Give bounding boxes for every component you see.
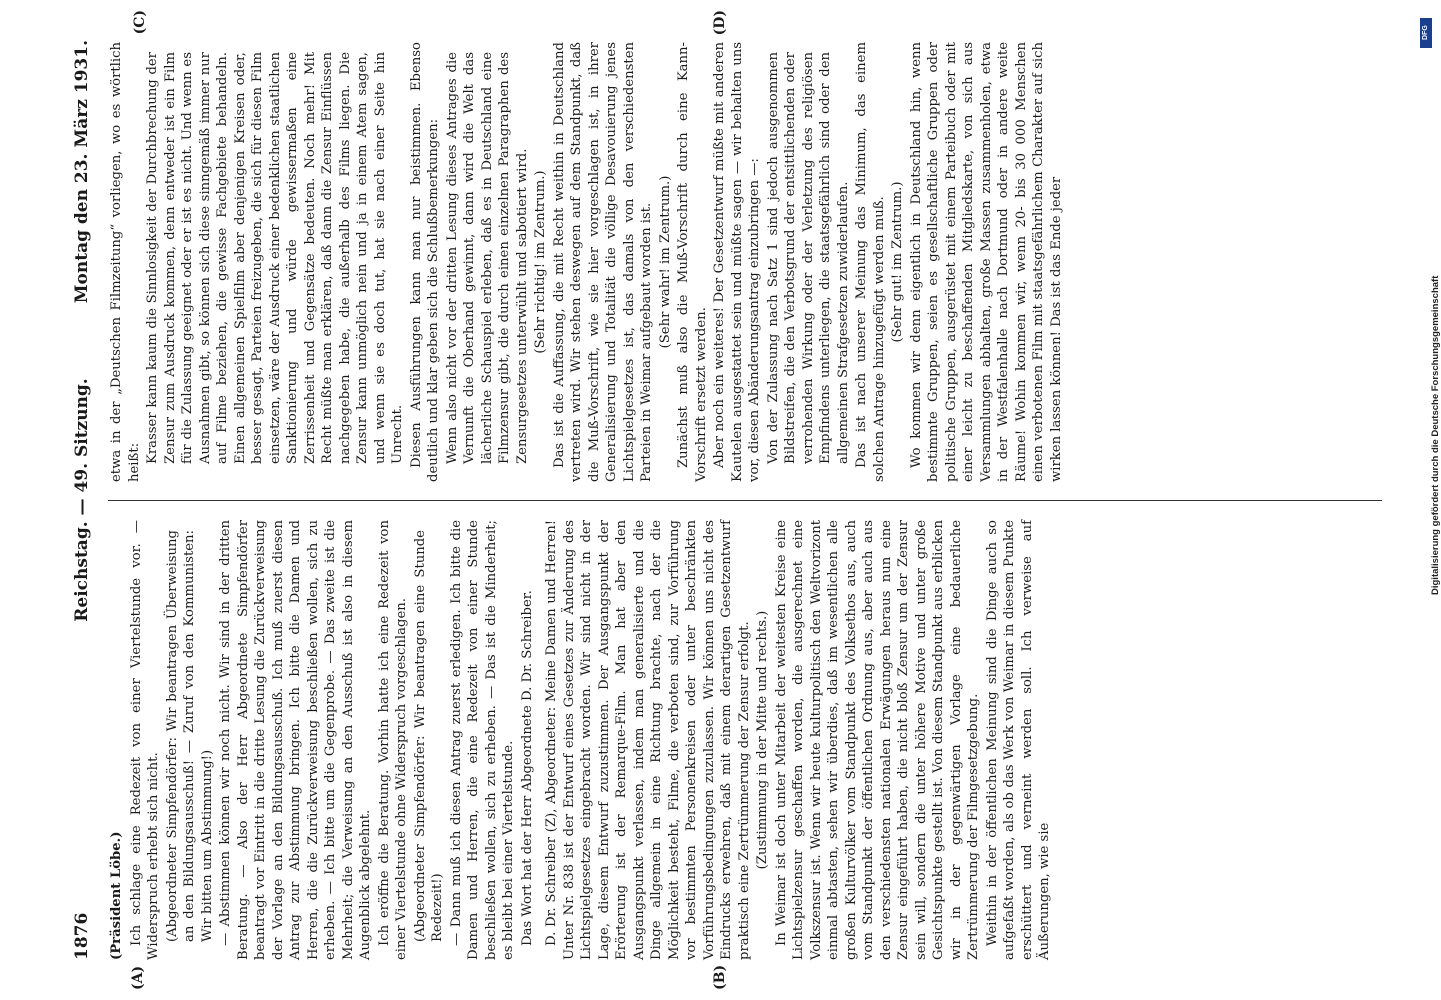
speech-paragraph: In Weimar ist doch unter Mitarbeit der weitesten Kreise eine Lichtspielzensur geschaffen worden, die ausgerechnet eine Volkszensur ist. Wenn wir heute kulturpolitisch den Weltvorizont einmal abtasten, sehen wir überdies, daß im wesentlichen alle großen Kulturvölker vom Standpunkt des Volksethos aus, auch vom Standpunkt der öffentlichen Ordnung aus, aber auch aus den verschiedensten nationalen Erwägungen heraus nun eine Zensur eingeführt haben, die nicht bloß Zensur um der Zensur sein will, sondern die unter höhere Motive und unter große Gesichtspunkte gestellt ist. Von diesem Standpunkt aus erblicken wir in der gegenwärtigen Vorlage eine bedauerliche Zertrümmerung der Filmgesetzgebung. [773,520,981,960]
paragraph: — Abstimmen können wir noch nicht. Wir sind in der dritten Beratung. — Also der Herr Abgeordnete Simpfendörfer beantragt vor Eintritt in die dritte Lesung die Zurückverweisung der Vorlage an den Bildungsausschuß. Ich muß zuerst diesen Antrag zur Abstimmung bringen. Ich bitte die Damen und Herren, die die Zurückverweisung beschließen wollen, sich zu erheben. — Ich bitte um die Gegenprobe. — Das zweite ist die Mehrheit; die Verweisung an den Ausschuß ist also in diesem Augenblick abgelehnt. [218,520,373,960]
session-date: Montag den 23. März 1931. [72,40,92,304]
rotated-page-content [72,10,1392,990]
interjection: (Abgeordneter Simpfendörfer: Wir beantragen eine Stunde Redezeit!) [412,530,445,942]
speech-paragraph: D. Dr. Schreiber (Z), Abgeordneter: Meine Damen und Herren! Unter Nr. 838 ist der Entwurf eines Gesetzes zur Änderung des Lichtspielgesetzes eingebracht worden. Wir sind nicht in der Lage, diesem Entwurf zuzustimmen. Der Ausgangspunkt der Erörterung ist der Remarque-Film. Man hat aber den Ausgangspunkt verlassen, indem man generalisierte und die Dinge allgemein in eine Richtung brachte, nach der die Möglichkeit besteht, Filme, die verboten sind, zur Vorführung vor bestimmten Personenkreisen oder unter beschränkten Vorführungsbedingungen zuzulassen. Wir können uns nicht des Eindrucks erwehren, daß mit einem derartigen Gesetzentwurf praktisch eine Zertrümmerung der Zensur erfolgt. [544,520,752,960]
right-column [108,42,1392,482]
quotation: Von der Zulassung nach Satz 1 sind jedoch ausgenommen Bildstreifen, die den Verbotsgrund der entsittlichenden oder verrohenden Wirkung oder der Verletzung des religiösen Empfindens unterliegen, die staatsgefährlich sind oder den allgemeinen Strafgesetzen zuwiderlaufen. [765,52,851,464]
speech-paragraph: Aber noch ein weiteres! Der Gesetzentwurf müßte mit anderen Kautelen ausgestattet sein und müßte sagen — wir behalten uns vor, diesen Abänderungsantrag einzubringen —: [712,42,762,482]
margin-marker-c: (C) [132,10,148,35]
interjection: (Abgeordneter Simpfendörfer: Wir beantragen Überweisung an den Bildungsausschuß! — Zuruf von den Kommunisten: Wir bitten um Abstimmung!) [164,530,215,942]
paragraph: Ich schlage eine Redezeit von einer Viertelstunde vor. — Widerspruch erhebt sich nicht. [128,520,161,960]
speech-paragraph: etwa in der „Deutschen Filmzeitung“ vorliegen, wo es wörtlich heißt: [109,42,142,482]
speech-paragraph: Weithin in der öffentlichen Meinung sind die Dinge auch so aufgefaßt worden, als ob das Werk von Weimar in diesem Punkte erschüttert und verneint werden soll. Ich verweise auf Äußerungen, wie sie [984,520,1052,960]
paragraph: — Dann muß ich diesen Antrag zuerst erledigen. Ich bitte die Damen und Herren, die eine Redezeit von einer Stunde beschließen wollen, sich zu erheben. — Das ist die Minderheit; es bleibt bei einer Viertelstunde. [448,520,516,960]
margin-marker-b: (B) [712,964,728,990]
speech-paragraph: Zunächst muß also die Muß-Vorschrift durch eine Kann-Vorschrift ersetzt werden. [676,42,709,482]
speech-paragraph: Diesen Ausführungen kann man nur beistimmen. Ebenso deutlich und klar geben sich die Schlußbemerkungen: [408,42,441,482]
page-number: 1876 [72,912,92,960]
digitization-credit [1418,10,1441,990]
paragraph: Ich eröffne die Beratung. Vorhin hatte ich eine Redezeit von einer Viertelstunde ohne Widerspruch vorgeschlagen. [376,520,409,960]
digitization-credit-text: Digitalisierung gefördert durch die Deutsche Forschungsgemeinschaft [1430,275,1441,595]
interjection: (Zustimmung in der Mitte und rechts.) [755,610,770,870]
left-column [108,520,1392,960]
interjection: (Sehr richtig! im Zentrum.) [533,170,548,354]
paragraph: Das Wort hat der Herr Abgeordnete D. Dr. Schreiber. [519,590,535,946]
margin-marker-d: (D) [712,10,728,36]
session-title: Reichstag. — 49. Sitzung. [72,378,92,622]
speech-paragraph: Das ist nach unserer Meinung das Minimum, das einem solchen Antrage hinzugefügt werden muß. [854,42,887,482]
dfg-logo: DFG [1420,18,1432,48]
interjection: (Sehr gut! im Zentrum.) [890,181,905,343]
speaker-header: (Präsident Löbe.) [109,831,124,960]
quotation: Wenn also nicht vor der dritten Lesung dieses Antrages die Vernunft die Oberhand gewinnt, dann wird die Welt das lächerliche Schauspiel erleben, daß es in Deutschland eine Filmzensur gibt, die durch einen einzelnen Paragraphen des Zensurgesetzes unterwühlt und sabotiert wird. [444,52,530,464]
running-head [72,40,100,960]
column-divider [108,500,1382,501]
speech-paragraph: Das ist die Auffassung, die mit Recht weithin in Deutschland vertreten wird. Wir stehen deswegen auf dem Standpunkt, daß die Muß-Vorschrift, wie sie hier vorgeschlagen ist, in ihrer Generalisierung und Totalität die völlige Desavouierung jenes Lichtspielgesetzes ist, das damals von den verschiedensten Parteien in Weimar aufgebaut worden ist. [551,42,654,482]
quotation: Krasser kann kaum die Sinnlosigkeit der Durchbrechung der Zensur zum Ausdruck kommen, denn entweder ist ein Film für die Zulassung geeignet oder er ist es nicht. Und wenn es Ausnahmen gibt, so können sich diese sinngemäß immer nur auf Filme beziehen, die gewisse Fachgebiete behandeln. Einen allgemeinen Spielfilm aber denjenigen Kreisen oder, besser gesagt, Parteien freizugeben, die sich für diesen Film einsetzen, wäre der Ausdruck einer bedenklichen staatlichen Sanktionierung und würde gewissermaßen eine Zerrissenheit und Gegensätze bedeuten. Noch mehr! Mit Recht müßte man erklären, daß dann die Zensur Einflüssen nachgegeben habe, die außerhalb des Films liegen. Die Zensur kann unmöglich nein und ja in einem Atem sagen, und wenn sie es doch tut, hat sie nach einer Seite hin Unrecht. [145,52,405,464]
margin-marker-a: (A) [130,965,146,990]
interjection: (Sehr wahr! im Zentrum.) [657,175,673,349]
speech-paragraph: Wo kommen wir denn eigentlich in Deutschland hin, wenn bestimmte Gruppen, seien es gesellschaftliche Gruppen oder politische Gruppen, ausgerüstet mit einem Parteibuch oder mit einer leicht zu beschaffenden Mitgliedskarte, von sich aus Versammlungen abhalten, große Massen zusammenholen, etwa in der Westfalenhalle nach Dortmund oder in andere weite Räume! Wohin kommen wir, wenn 20- bis 30 000 Menschen einen verbotenen Film mit staatsgefährlichem Charakter auf sich wirken lassen können! Das ist das Ende jeder [908,42,1064,482]
